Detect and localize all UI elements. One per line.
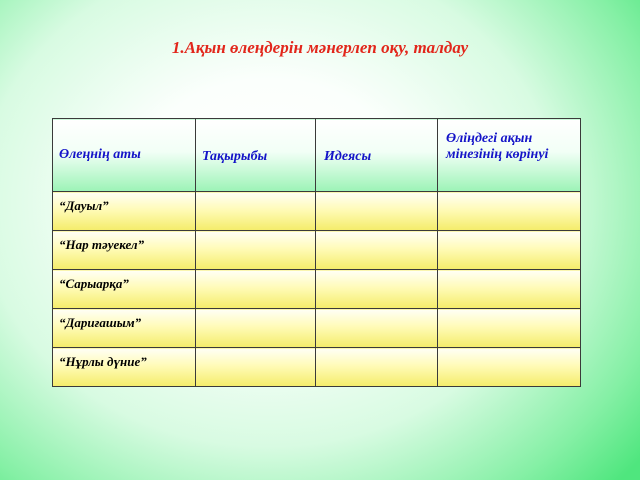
table-row bbox=[53, 309, 581, 348]
cell-theme bbox=[196, 231, 316, 270]
cell-text: “Сарыарқа” bbox=[59, 276, 129, 291]
cell-poet-character bbox=[438, 309, 581, 348]
header-poet-character bbox=[438, 119, 581, 192]
cell-idea bbox=[316, 192, 438, 231]
cell-theme bbox=[196, 270, 316, 309]
cell-poet-character bbox=[438, 348, 581, 387]
cell-theme bbox=[196, 192, 316, 231]
header-label: Идеясы bbox=[324, 149, 372, 164]
cell-poet-character bbox=[438, 270, 581, 309]
cell-poem-name bbox=[53, 270, 196, 309]
cell-text: “Нұрлы дүние” bbox=[59, 354, 147, 369]
cell-poet-character bbox=[438, 192, 581, 231]
header-poem-name bbox=[53, 119, 196, 192]
cell-text: “Нар тәуекел” bbox=[59, 237, 145, 252]
slide-title: 1.Ақын өлеңдерін мәнерлеп оқу, талдау bbox=[171, 38, 469, 57]
cell-idea bbox=[316, 270, 438, 309]
table-header-row bbox=[53, 119, 581, 192]
table-row bbox=[53, 270, 581, 309]
poem-analysis-table bbox=[52, 118, 581, 387]
cell-theme bbox=[196, 348, 316, 387]
cell-theme bbox=[196, 309, 316, 348]
cell-poem-name bbox=[53, 231, 196, 270]
table-row bbox=[53, 192, 581, 231]
cell-idea bbox=[316, 348, 438, 387]
cell-poet-character bbox=[438, 231, 581, 270]
header-label: Өліңдегі ақын мінезінің көрінуі bbox=[446, 131, 549, 162]
cell-idea bbox=[316, 231, 438, 270]
cell-text: “Дауыл” bbox=[59, 198, 109, 213]
header-label: Тақырыбы bbox=[202, 149, 268, 164]
header-idea bbox=[316, 119, 438, 192]
table-row bbox=[53, 348, 581, 387]
cell-text: “Дариғашым” bbox=[59, 315, 142, 330]
cell-idea bbox=[316, 309, 438, 348]
cell-poem-name bbox=[53, 348, 196, 387]
table-row bbox=[53, 231, 581, 270]
header-theme bbox=[196, 119, 316, 192]
cell-poem-name bbox=[53, 192, 196, 231]
header-label: Өлеңнің аты bbox=[59, 147, 141, 162]
cell-poem-name bbox=[53, 309, 196, 348]
